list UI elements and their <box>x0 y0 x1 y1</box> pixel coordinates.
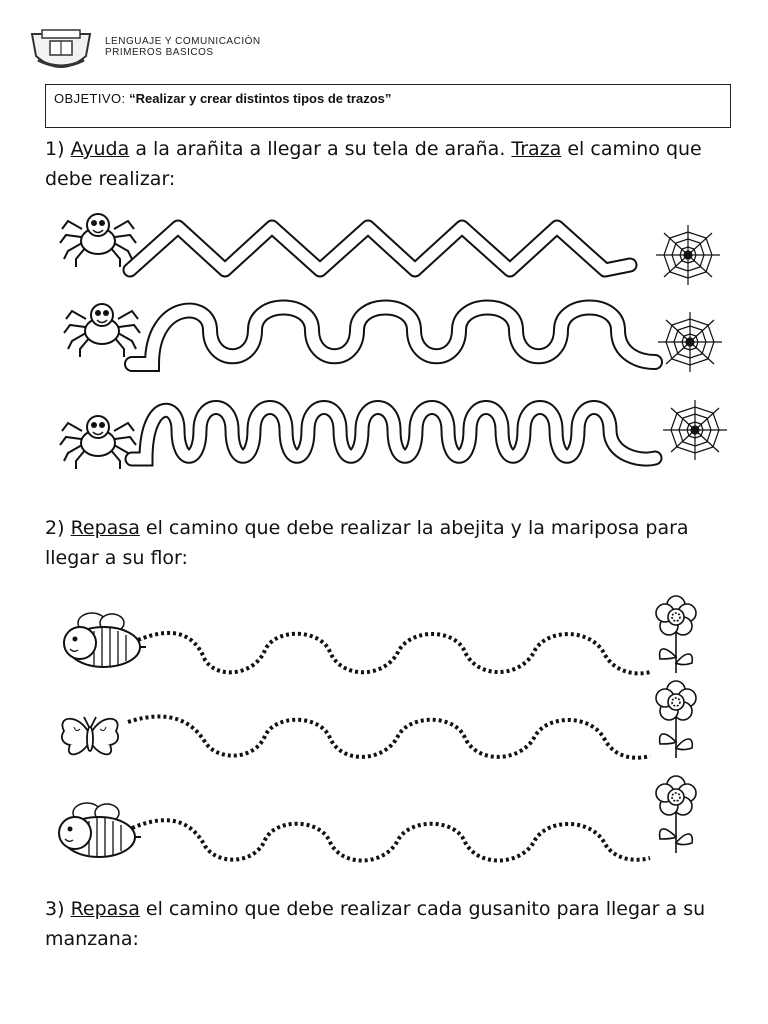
flower-icon <box>656 681 696 758</box>
flower-icon <box>656 596 696 673</box>
spider-web-icon <box>656 225 720 285</box>
spider-web-icon <box>663 400 727 460</box>
butterfly-icon <box>62 717 118 754</box>
bee-icon <box>64 613 146 667</box>
dotted-path-1[interactable] <box>138 633 650 673</box>
exercise-3-verb: Repasa <box>70 898 140 920</box>
exercise-3-text: el camino que debe realizar cada gusanito para llegar a su manzana: <box>45 898 706 950</box>
flower-icon <box>656 776 696 853</box>
exercise-1-verb-traza: Traza <box>511 138 562 160</box>
exercise-2-verb: Repasa <box>70 517 140 539</box>
dotted-path-2[interactable] <box>128 716 650 757</box>
grade-label: PRIMEROS BASICOS <box>105 47 214 58</box>
exercise-1-text-b: el camino que debe realizar: <box>45 138 702 190</box>
dotted-path-3[interactable] <box>132 820 650 860</box>
spider-web-icon <box>658 312 722 372</box>
spider-icon <box>60 416 136 469</box>
spider-icon <box>60 214 136 267</box>
exercise-1-text-a: a la arañita a llegar a su tela de araña. <box>135 138 506 160</box>
bee-icon <box>59 803 141 857</box>
objective-label: OBJETIVO: <box>54 91 126 106</box>
exercise-1-number: 1) <box>45 138 65 160</box>
spider-icon <box>64 304 140 357</box>
exercise-2-text: el camino que debe realizar la abejita y la mariposa para llegar a su flor: <box>45 517 689 569</box>
subject-label: LENGUAJE Y COMUNICACIÒN <box>105 36 261 47</box>
exercise-3-number: 3) <box>45 898 65 920</box>
exercise-2-number: 2) <box>45 517 65 539</box>
exercise-1-verb-ayuda: Ayuda <box>70 138 130 160</box>
objective-text: “Realizar y crear distintos tipos de trazos” <box>129 91 392 106</box>
